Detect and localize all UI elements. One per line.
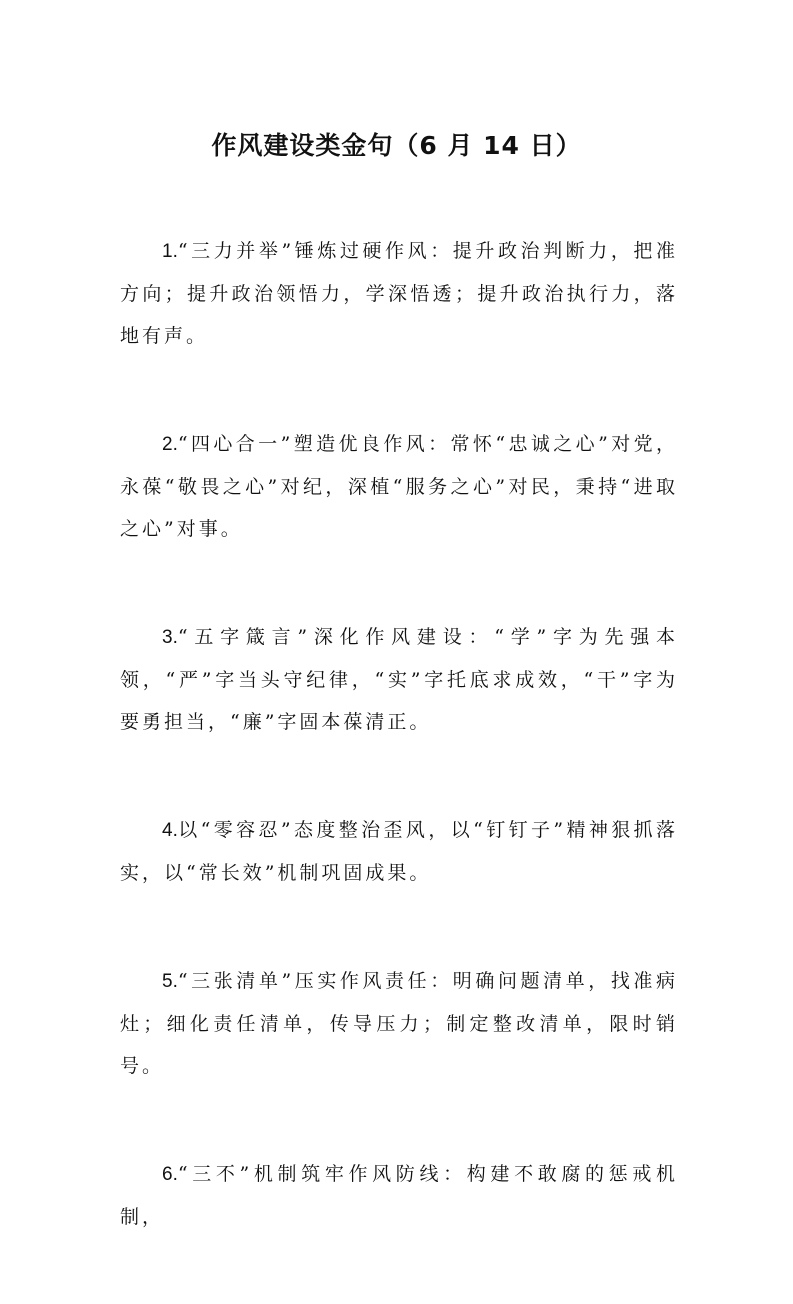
paragraph-text: “三张清单”压实作风责任：明确问题清单，找准病灶；细化责任清单，传导压力；制定整改清单，限时销号。 xyxy=(120,970,678,1077)
paragraph-2 xyxy=(120,423,678,550)
paragraph-text: “三不”机制筑牢作风防线：构建不敢腐的惩戒机制， xyxy=(120,1163,678,1228)
paragraph-number: 5. xyxy=(162,971,178,992)
paragraph-text: 以“零容忍”态度整治歪风，以“钉钉子”精神狠抓落实，以“常长效”机制巩固成果。 xyxy=(120,819,678,884)
document-title: 作风建设类金句（6 月 14 日） xyxy=(211,131,582,160)
paragraph-text: “三力并举”锤炼过硬作风：提升政治判断力，把准方向；提升政治领悟力，学深悟透；提升政治执行力，落地有声。 xyxy=(120,240,678,347)
paragraph-number: 4. xyxy=(162,820,178,841)
paragraph-6 xyxy=(120,1153,678,1238)
paragraph-number: 3. xyxy=(162,627,178,648)
paragraph-5 xyxy=(120,960,678,1087)
document-body xyxy=(120,230,678,1304)
paragraph-3 xyxy=(120,616,678,743)
paragraph-number: 1. xyxy=(162,241,178,262)
paragraph-number: 2. xyxy=(162,434,178,455)
paragraph-4 xyxy=(120,809,678,894)
paragraph-number: 6. xyxy=(162,1164,178,1185)
paragraph-1 xyxy=(120,230,678,357)
paragraph-text: “四心合一”塑造优良作风：常怀“忠诚之心”对党，永葆“敬畏之心”对纪，深植“服务之心”对民，秉持“进取之心”对事。 xyxy=(120,433,678,540)
paragraph-text: “五字箴言”深化作风建设：“学”字为先强本领，“严”字当头守纪律，“实”字托底求成效，“干”字为要勇担当，“廉”字固本葆清正。 xyxy=(120,626,678,733)
